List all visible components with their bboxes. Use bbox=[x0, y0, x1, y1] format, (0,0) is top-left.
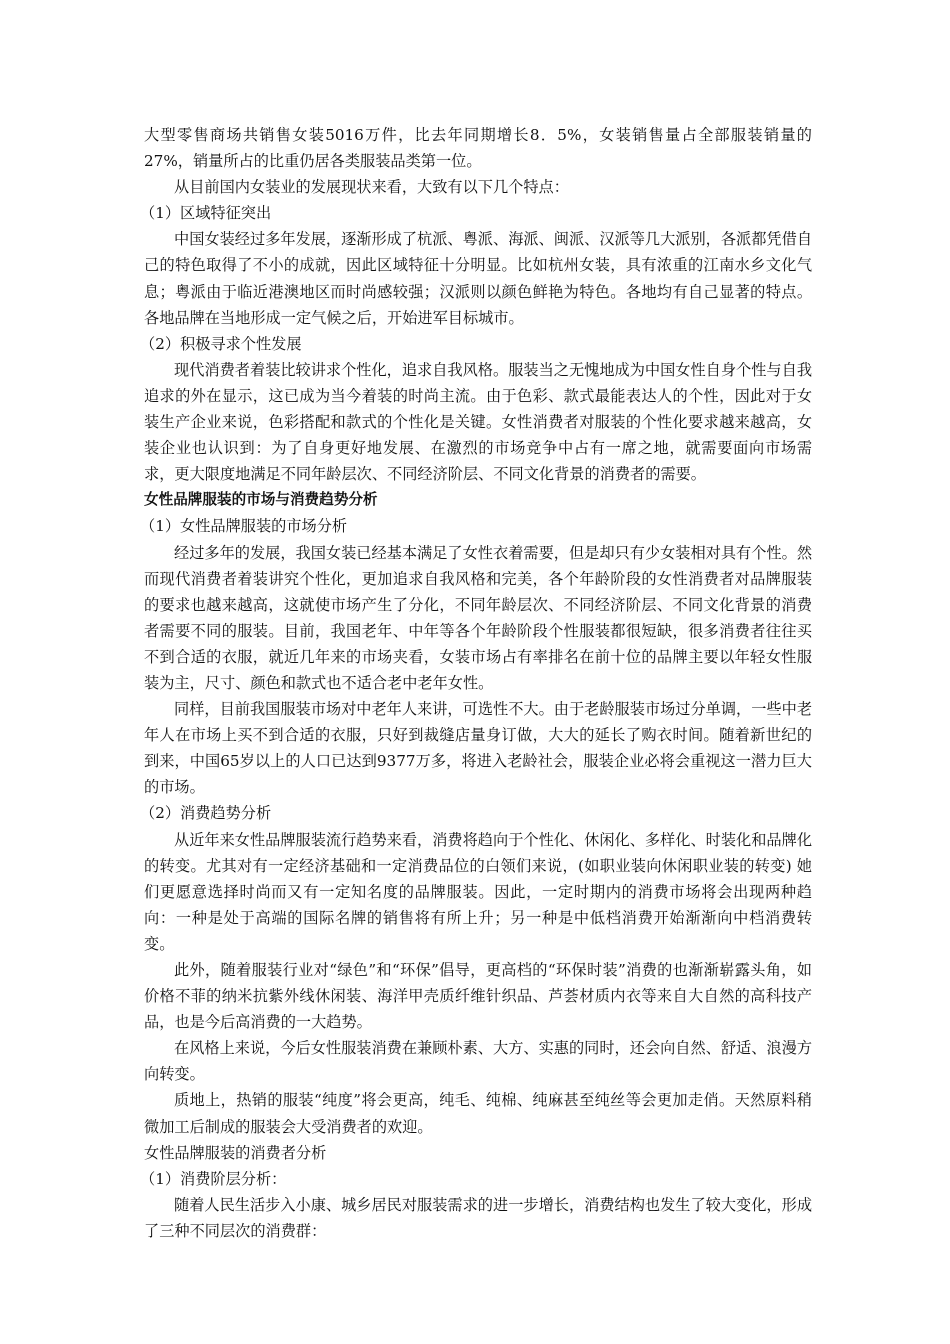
paragraph: 在风格上来说，今后女性服装消费在兼顾朴素、大方、实惠的同时，还会向自然、舒适、浪漫方向转变。 bbox=[144, 1039, 812, 1084]
paragraph: 从目前国内女装业的发展现状来看，大致有以下几个特点： bbox=[174, 178, 569, 197]
paragraph: 现代消费者着装比较讲求个性化，追求自我风格。服装当之无愧地成为中国女性自身个性与自我追求的外在显示，这已成为当今着装的时尚主流。由于色彩、款式最能表达人的个性，因此对于女装生产企业来说，色彩搭配和款式的个性化是关键。女性消费者对服装的个性化要求越来越高，女装企业也认识到：为了自身更好地发展、在激烈的市场竞争中占有一席之地，就需要面向市场需求，更大限度地满足不同年龄层次、不同经济阶层、不同文化背景的消费者的需要。 bbox=[144, 360, 812, 484]
paragraph: 大型零售商场共销售女装5016万件，比去年同期增长8．5%，女装销售量占全部服装销量的27%，销量所占的比重仍居各类服装品类第一位。 bbox=[144, 126, 812, 171]
paragraph: 中国女装经过多年发展，逐渐形成了杭派、粤派、海派、闽派、汉派等几大派别，各派都凭借自己的特色取得了不小的成就，因此区域特征十分明显。比如杭州女装，具有浓重的江南水乡文化气息；粤派由于临近港澳地区而时尚感较强；汉派则以颜色鲜艳为特色。各地均有自己显著的特点。各地品牌在当地形成一定气候之后，开始进军目标城市。 bbox=[144, 230, 812, 327]
subsection-title: （1）消费阶层分析： bbox=[140, 1169, 287, 1188]
subsection-title: （2）消费趋势分析 bbox=[140, 804, 272, 823]
paragraph: 质地上，热销的服装“纯度”将会更高，纯毛、纯棉、纯麻甚至纯丝等会更加走俏。天然原料稍微加工后制成的服装会大受消费者的欢迎。 bbox=[144, 1091, 812, 1136]
subsection-title: （1）区域特征突出 bbox=[140, 204, 272, 223]
paragraph: 从近年来女性品牌服装流行趋势来看，消费将趋向于个性化、休闲化、多样化、时装化和品牌化的转变。尤其对有一定经济基础和一定消费品位的白领们来说，(如职业装向休闲职业装的转变) 她们更愿意选择时尚而又有一定知名度的品牌服装。因此，一定时期内的消费市场将会出现两种趋向：一种是处于高端的国际名牌的销售将有所上升；另一种是中低档消费开始渐渐向中档消费转变。 bbox=[144, 830, 812, 953]
subsection-title: （2）积极寻求个性发展 bbox=[140, 334, 302, 353]
section-heading: 女性品牌服装的市场与消费趋势分析 bbox=[144, 491, 378, 509]
document-page bbox=[140, 122, 812, 1244]
subsection-title: （1）女性品牌服装的市场分析 bbox=[140, 517, 348, 536]
paragraph: 经过多年的发展，我国女装已经基本满足了女性衣着需要，但是却只有少女装相对具有个性。然而现代消费者着装讲究个性化，更加追求自我风格和完美，各个年龄阶段的女性消费者对品牌服装的要求也越来越高，这就使市场产生了分化，不同年龄层次、不同经济阶层、不同文化背景的消费者需要不同的服装。目前，我国老年、中年等各个年龄阶段个性服装都很短缺，很多消费者往往买不到合适的衣服，就近几年来的市场夹看，女装市场占有率排名在前十位的品牌主要以年轻女性服装为主，尺寸、颜色和款式也不适合老中老年女性。 bbox=[144, 543, 812, 692]
paragraph: 随着人民生活步入小康、城乡居民对服装需求的进一步增长，消费结构也发生了较大变化，形成了三种不同层次的消费群： bbox=[144, 1195, 812, 1240]
paragraph: 此外，随着服装行业对“绿色”和“环保”倡导，更高档的“环保时装”消费的也渐渐崭露头角，如价格不菲的纳米抗紫外线休闲装、海洋甲壳质纤维针织品、芦荟材质内衣等来自大自然的高科技产品，也是今后高消费的一大趋势。 bbox=[144, 961, 812, 1032]
paragraph: 同样，目前我国服装市场对中老年人来讲，可选性不大。由于老龄服装市场过分单调，一些中老年人在市场上买不到合适的衣服，只好到裁缝店量身订做，大大的延长了购衣时间。随着新世纪的到来，中国65岁以上的人口已达到9377万多，将进入老龄社会，服装企业必将会重视这一潜力巨大的市场。 bbox=[144, 700, 812, 797]
section-title: 女性品牌服装的消费者分析 bbox=[144, 1143, 327, 1162]
